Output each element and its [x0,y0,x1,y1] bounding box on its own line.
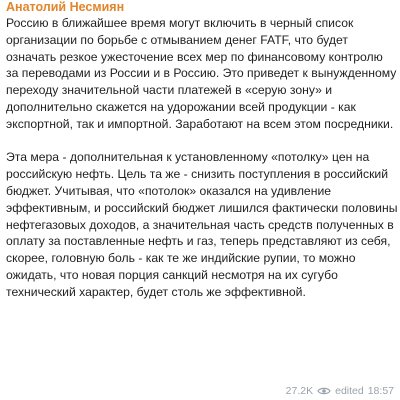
view-count: 27.2K [285,385,314,397]
message-meta [280,385,394,397]
message-paragraph-1: Россию в ближайшее время могут включить в черный список организации по борьбе с отмыванием денег FATF, что будет означать резкое ужесточение всех мер по финансовому контролю за переводами из России и в Россию. Это приведет к вынужденному переходу значительной части платежей в «серую зону» и дополнительно скажется на удорожании всей продукции - как экспортной, так и импортной. Заработают на всем этом посредники. [6,16,397,131]
message-time: 18:57 [367,385,394,397]
edited-label: edited [335,385,364,397]
author-name[interactable]: Анатолий Несмиян [6,0,125,14]
eye-icon [317,386,331,396]
message-text [6,15,398,301]
message-paragraph-2: Эта мера - дополнительная к установленному «потолку» цен на российскую нефть. Цель та же - снизить поступления в российский бюджет. Учитывая, что «потолок» оказался на удивление эффективным, и российский бюджет лишился фактически половины нефтегазовых доходов, а значительная часть средств полученных в оплату за поставленные нефть и газ, теперь представляют из себя, скорее, головную боль - как те же индийские рупии, то можно ожидать, что новая порция санкций несмотря на их сугубо технический характер, будет столь же эффективной. [6,150,398,299]
